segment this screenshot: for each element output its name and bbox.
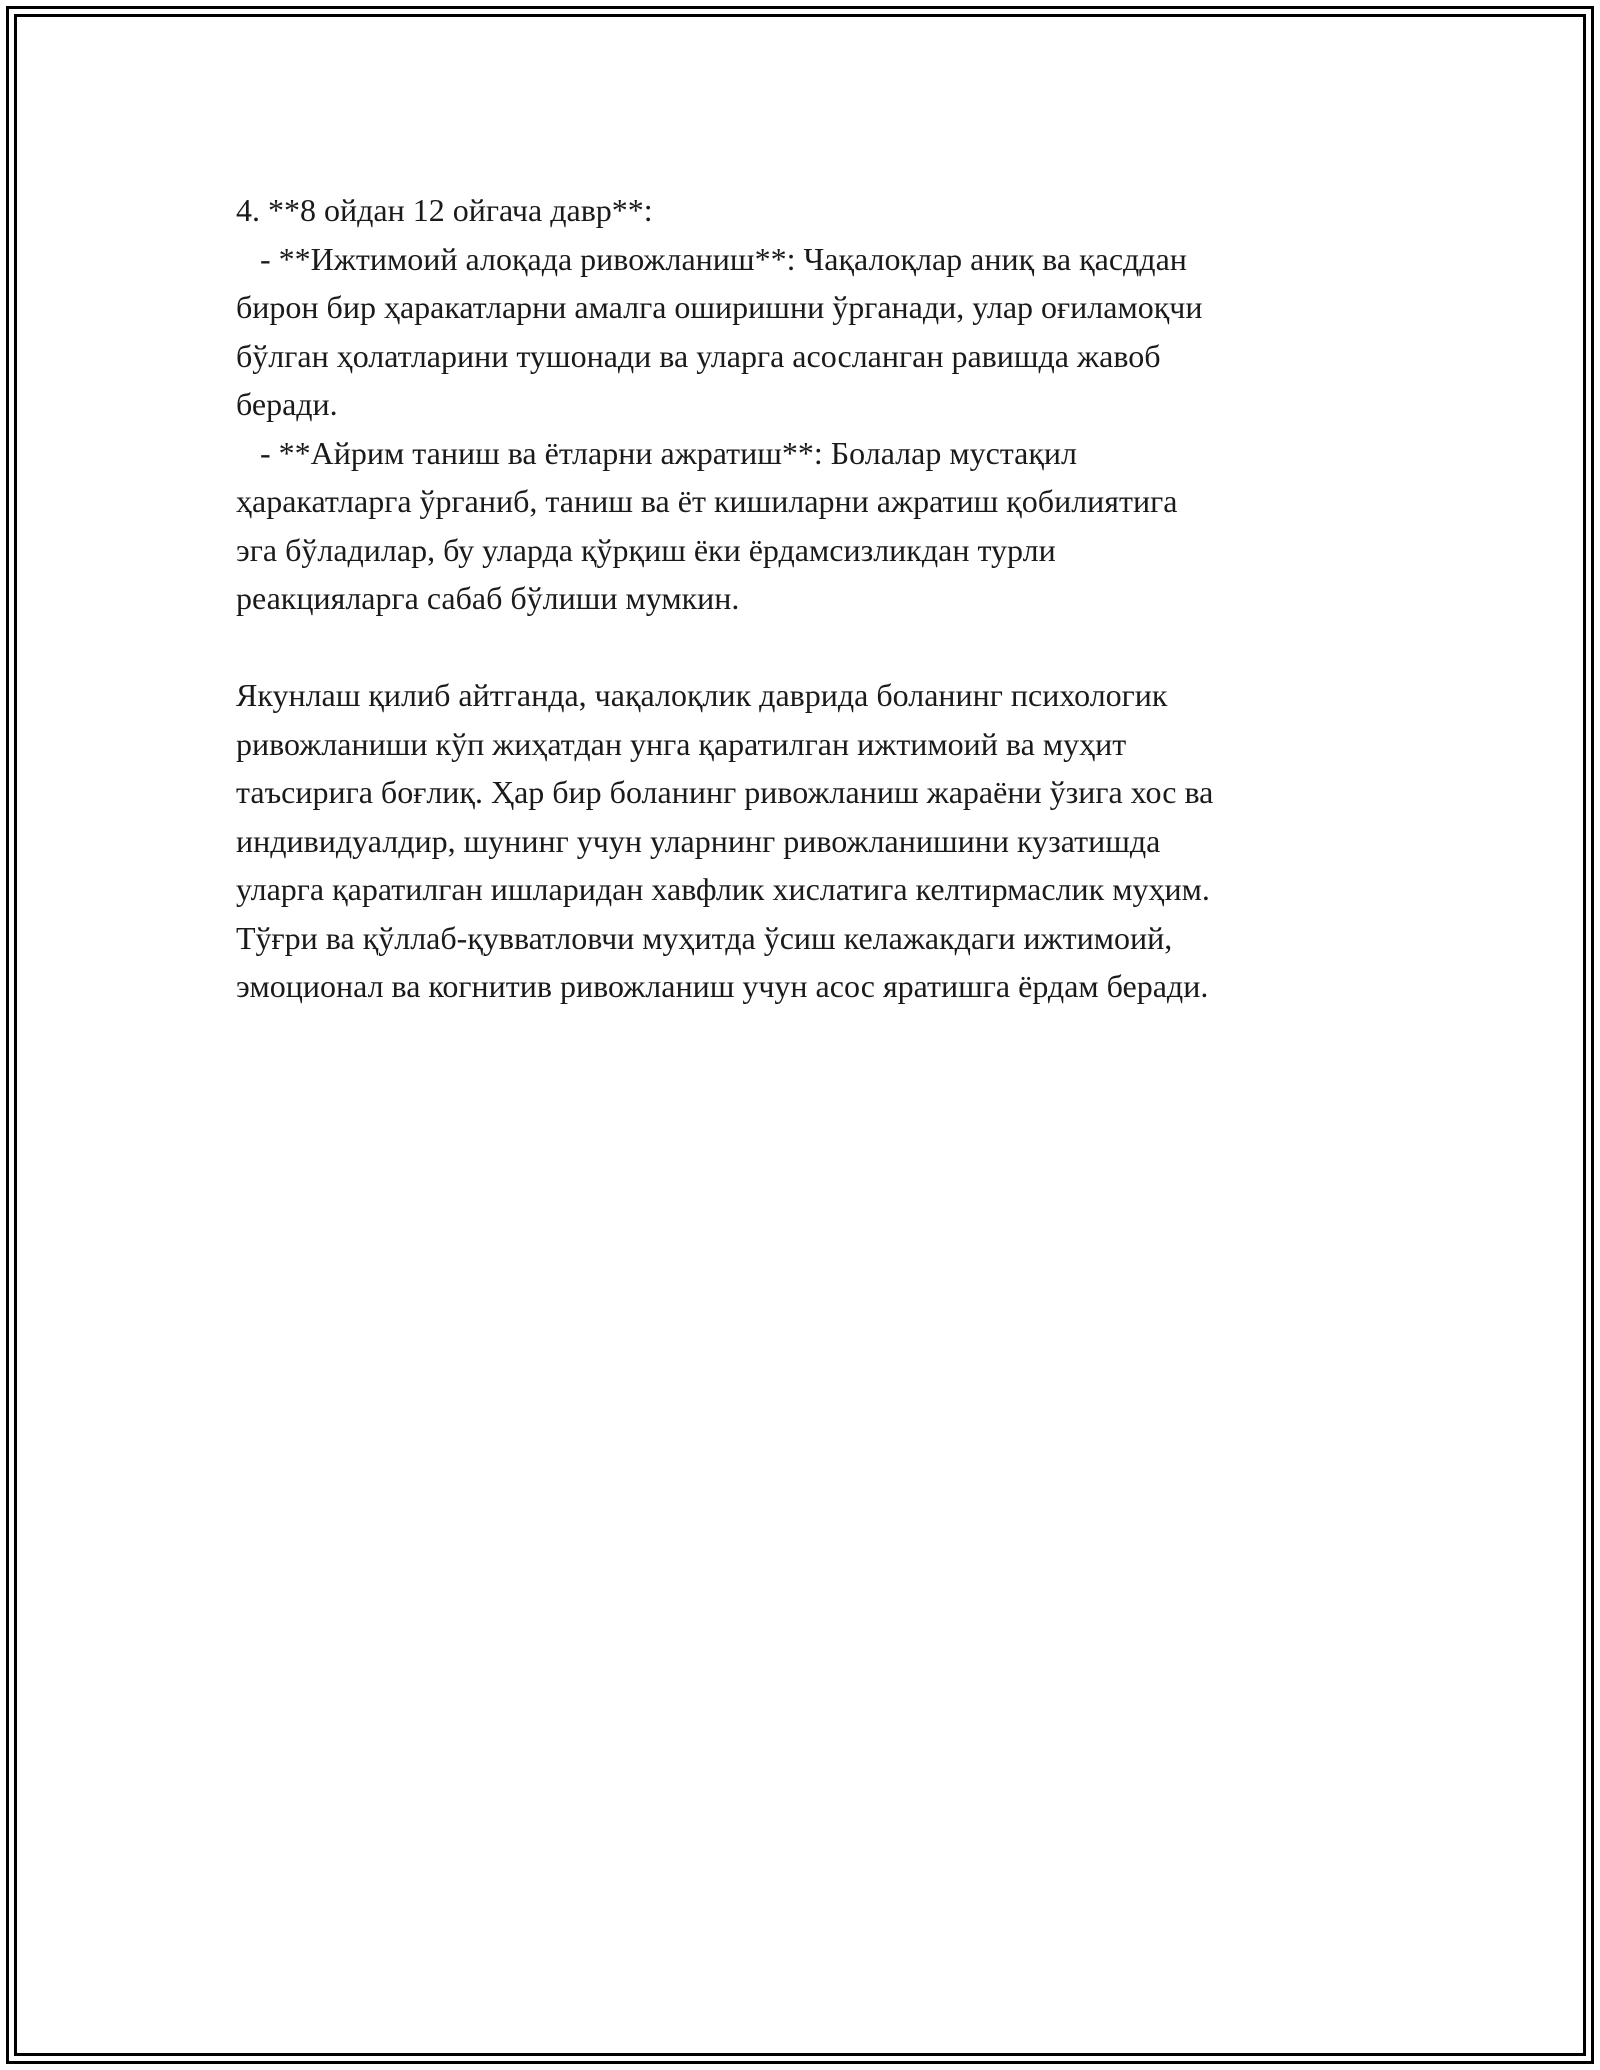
text-line: ривожланиши кўп жиҳатдан унга қаратилган ижтимоий ва муҳит [236, 725, 1127, 762]
text-line: эмоционал ва когнитив ривожланиш учун асос яратишга ёрдам беради. [236, 968, 1209, 1004]
text-line: бўлган ҳолатларини тушонади ва уларга асосланган равишда жавоб [236, 337, 1161, 374]
text-line: - **Ижтимоий алоқада ривожланиш**: Чақалоқлар аниқ ва қасддан [236, 240, 1187, 277]
text-line: беради. [236, 386, 338, 422]
section-heading: 4. **8 ойдан 12 ойгача давр**: [236, 192, 653, 228]
text-line: - **Айрим таниш ва ётларни ажратиш**: Болалар мустақил [236, 434, 1078, 471]
text-line: эга бўладилар, бу уларда қўрқиш ёки ёрдамсизликдан турли [236, 531, 1056, 568]
text-line: таъсирига боғлиқ. Ҳар бир боланинг ривожланиш жараёни ўзига хос ва [236, 774, 1214, 810]
section-4 [236, 186, 1376, 623]
text-line: индивидуалдир, шунинг учун уларнинг ривожланишини кузатишда [236, 822, 1161, 859]
bullet-social-development [236, 235, 1376, 429]
text-line: уларга қаратилган ишларидан хавфлик хислатига келтирмаслик муҳим. [236, 871, 1210, 907]
text-line: бирон бир ҳаракатларни амалга оширишни ўрганади, улар оғиламоқчи [236, 289, 1203, 325]
text-line: Якунлаш қилиб айтганда, чақалоқлик даврида боланинг психологик [236, 677, 1168, 713]
bullet-stranger-recognition [236, 429, 1376, 623]
text-line: реакцияларга сабаб бўлиши мумкин. [236, 580, 740, 616]
document-body [236, 186, 1376, 1011]
paragraph-spacer [236, 623, 1376, 672]
conclusion-paragraph [236, 671, 1376, 1011]
text-line: Тўғри ва қўллаб-қувватловчи муҳитда ўсиш келажакдаги ижтимоий, [236, 919, 1173, 956]
text-line: ҳаракатларга ўрганиб, таниш ва ёт кишиларни ажратиш қобилиятига [236, 483, 1178, 519]
